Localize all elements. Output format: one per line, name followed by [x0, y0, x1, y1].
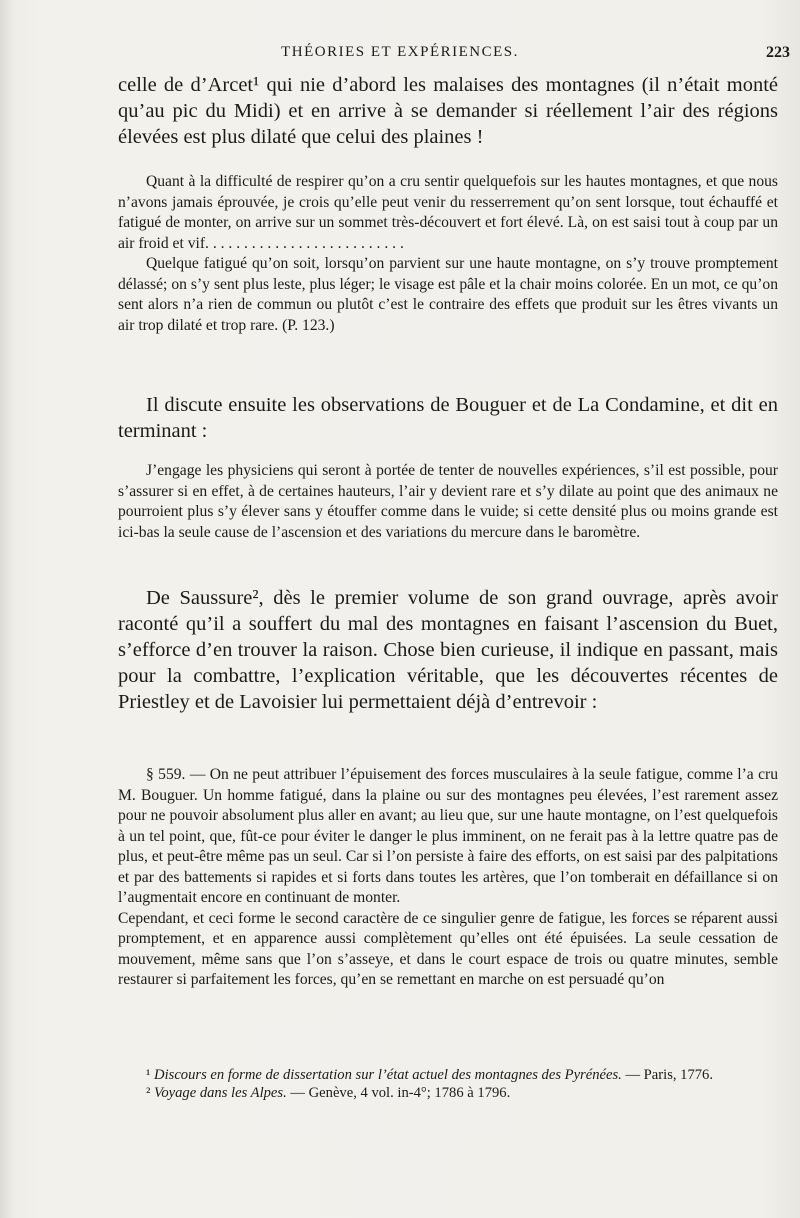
quote-paragraph: Quant à la difficulté de respirer qu’on a cru sentir quelquefois sur les hautes montagnes, et que nous n’avons jamais éprouvée, je crois qu’elle peut venir du resserrement qu’on sent lorsque, tout échauffé et fatigué de monter, on arrive sur un sommet très-découvert et fort élevé. Là, on est saisi tout à coup par un air froid et vif. . . . . . . . . . . . . . . . . . . . . . . . . .: [118, 173, 778, 252]
footnote-1: [118, 1066, 778, 1084]
body-paragraph: Il discute ensuite les observations de Bouguer et de La Condamine, et dit en terminant :: [118, 394, 778, 442]
footnote-2: [118, 1084, 778, 1102]
quote-paragraph: Cependant, et ceci forme le second caractère de ce singulier genre de fatigue, les forces se réparent aussi promptement, et en apparence aussi complètement qu’elles ont été épuisées. La seule cessation de mouvement, même sans que l’on s’asseye, et dans le court espace de trois ou quatre minutes, semble restaurer si parfaitement les forces, qu’en se remettant en marche on est persuadé qu’on: [118, 909, 778, 988]
paragraph-saussure: [118, 585, 778, 715]
running-title: THÉORIES ET EXPÉRIENCES.: [281, 44, 519, 60]
quote-saussure: [118, 765, 778, 991]
footnote-title: Voyage dans les Alpes.: [154, 1085, 287, 1101]
footnote-mark: ¹: [146, 1067, 151, 1083]
footnote-mark: ²: [146, 1085, 151, 1101]
page-number: 223: [766, 44, 790, 61]
quote-darcet: [118, 172, 778, 336]
footnote-title: Discours en forme de dissertation sur l’état actuel des montagnes des Pyrénées.: [154, 1067, 622, 1083]
body-paragraph: celle de d’Arcet¹ qui nie d’abord les malaises des montagnes (il n’était monté qu’au pic du Midi) et en arrive à se demander si réellement l’air des régions élevées est plus dilaté que celui des plaines !: [118, 74, 778, 148]
footnote-source: — Paris, 1776.: [625, 1067, 713, 1083]
page-header: [120, 44, 790, 66]
footnotes: [118, 1066, 778, 1102]
paragraph-darcet: [118, 72, 778, 150]
footnote-source: — Genève, 4 vol. in-4°; 1786 à 1796.: [290, 1085, 511, 1101]
body-paragraph: De Saussure², dès le premier volume de son grand ouvrage, après avoir raconté qu’il a souffert du mal des montagnes en faisant l’ascension du Buet, s’efforce d’en trouver la raison. Chose bien curieuse, il indique en passant, mais pour la combattre, l’explication véritable, que les découvertes récentes de Priestley et de Lavoisier lui permettaient déjà d’entrevoir :: [118, 587, 778, 713]
quote-paragraph: Quelque fatigué qu’on soit, lorsqu’on parvient sur une haute montagne, on s’y trouve promptement délassé; on s’y sent plus leste, plus léger; le visage est pâle et la chair moins colorée. En un mot, ce qu’on sent alors n’a rien de commun ou plutôt c’est le contraire des effets que produit sur les êtres vivants un air trop dilaté et trop rare. (P. 123.): [118, 255, 778, 334]
quote-physiciens: [118, 461, 778, 543]
quote-paragraph: § 559. — On ne peut attribuer l’épuisement des forces musculaires à la seule fatigue, comme l’a cru M. Bouguer. Un homme fatigué, dans la plaine ou sur des montagnes peu élevées, l’est rarement assez pour ne pouvoir absolument plus aller en avant; au lieu que, sur une haute montagne, on l’est quelquefois à un tel point, que, fût-ce pour éviter le danger le plus imminent, on ne ferait pas à la lettre quatre pas de plus, et peut-être même pas un seul. Car si l’on persiste à faire des efforts, on est saisi par des palpitations et par des battements si rapides et si forts dans toutes les artères, que l’on tomberait en défaillance si on l’augmentait encore en continuant de monter.: [118, 766, 778, 906]
paragraph-bouguer: [118, 392, 778, 444]
quote-paragraph: J’engage les physiciens qui seront à portée de tenter de nouvelles expériences, s’il est possible, pour s’assurer si en effet, à de certaines hauteurs, l’air y devient rare et s’y dilate au point que des animaux ne pourroient plus s’y élever sans y étouffer comme dans le vuide; si cette densité plus ou moins grande est ici-bas la seule cause de l’ascension et des variations du mercure dans le baromètre.: [118, 462, 778, 541]
